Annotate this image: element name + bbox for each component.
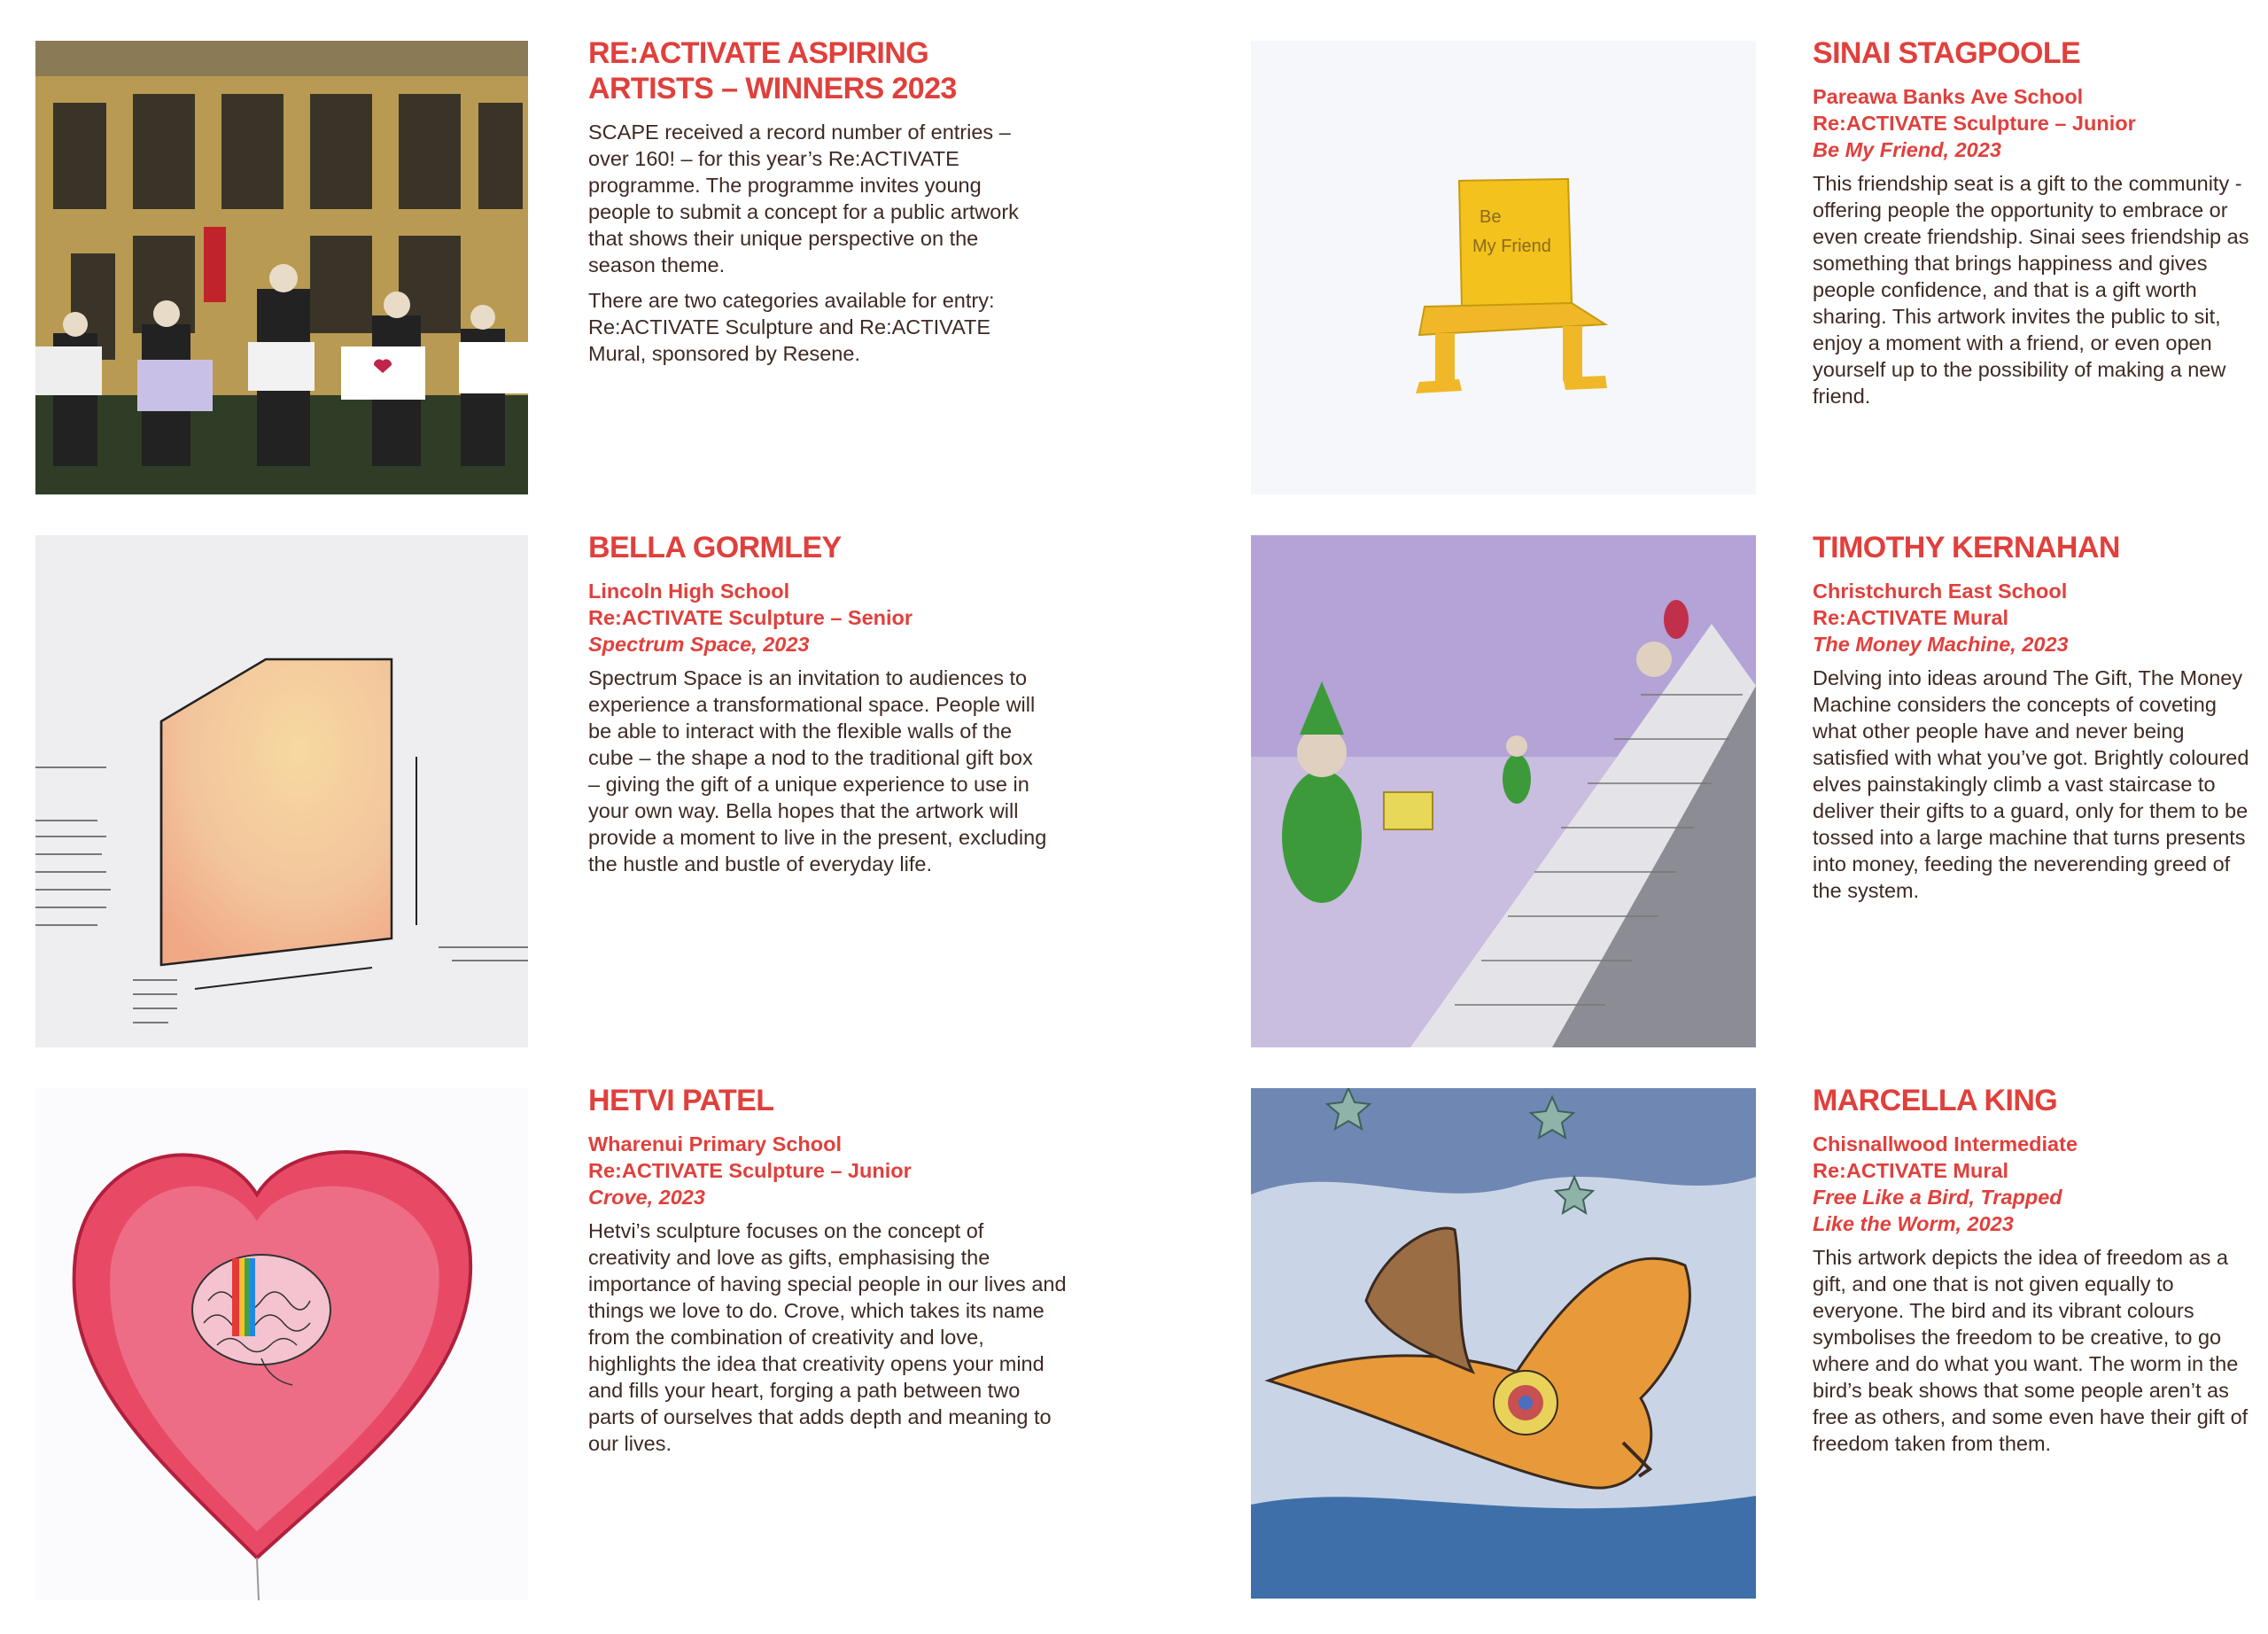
artwork-title: The Money Machine, 2023: [1813, 633, 2069, 656]
artwork-title: Spectrum Space, 2023: [588, 633, 810, 656]
winner-category: Re:ACTIVATE Mural: [1813, 1159, 2009, 1182]
intro-title: RE:ACTIVATE ASPIRING ARTISTS – WINNERS 2023: [588, 36, 957, 105]
winner-card-timothy: [1813, 530, 2256, 904]
intro-paragraph: SCAPE received a record number of entries – over 160! – for this year’s Re:ACTIVATE programme. The programme invites young people to submit a concept for a public artwork that shows their unique perspective on the season theme.: [588, 121, 1019, 276]
winners-group-photo: [35, 41, 528, 494]
winner-description: Delving into ideas around The Gift, The Money Machine considers the concepts of coveting what other people have and never being satisfied with what you’ve got. Brightly coloured elves painstakingly climb a vast staircase to deliver their gifts to a guard, only for them to be tossed into a large machine that turns presents into money, feeding the neverending greed of the system.: [1813, 666, 2249, 902]
winner-card-hetvi: [588, 1083, 1067, 1457]
winner-description: This artwork depicts the idea of freedom as a gift, and one that is not given equally to everyone. The bird and its vibrant colours symbolises the freedom to be creative, to go where and do what you want. The worm in the bird’s beak shows that some people aren’t as free as others, and some even have their gift of freedom taken from them.: [1813, 1246, 2249, 1455]
intro-body: [588, 119, 1049, 367]
winner-category: Re:ACTIVATE Sculpture – Junior: [1813, 112, 2136, 135]
artwork-title: Free Like a Bird, Trapped Like the Worm, 2023: [1813, 1186, 2062, 1235]
winner-name: BELLA GORMLEY: [588, 531, 842, 564]
svg-text:My Friend: My Friend: [1472, 237, 1551, 256]
winner-category: Re:ACTIVATE Sculpture – Junior: [588, 1159, 912, 1182]
artwork-free-like-a-bird: [1251, 1088, 1756, 1599]
winner-name: HETVI PATEL: [588, 1084, 774, 1117]
intro-section: [588, 35, 1049, 376]
winner-card-sinai: [1813, 35, 2256, 409]
winner-description: Spectrum Space is an invitation to audiences to experience a transformational space. People will be able to interact with the flexible walls of the cube – the shape a nod to the traditional gift box – giving the gift of a unique experience to use in your own way. Bella hopes that the artwork will provide a moment to live in the present, excluding the hustle and bustle of everyday life.: [588, 666, 1047, 875]
artwork-title: Crove, 2023: [588, 1186, 705, 1209]
artwork-title: Be My Friend, 2023: [1813, 138, 2001, 161]
intro-paragraph: There are two categories available for entry: Re:ACTIVATE Sculpture and Re:ACTIVATE Mural, sponsored by Resene.: [588, 289, 995, 365]
winner-category: Re:ACTIVATE Mural: [1813, 606, 2009, 629]
winner-description: This friendship seat is a gift to the community - offering people the opportunity to embrace or even create friendship. Sinai sees friendship as something that brings happiness and gives people confidence, and that is a gift worth sharing. This artwork invites the public to sit, enjoy a moment with a friend, or even open yourself up to the possibility of making a new friend.: [1813, 172, 2249, 408]
svg-text:Be: Be: [1480, 207, 1502, 227]
winner-name: SINAI STAGPOOLE: [1813, 36, 2081, 70]
winner-school: Pareawa Banks Ave School: [1813, 85, 2084, 108]
artwork-crove: [35, 1088, 528, 1600]
winner-card-marcella: [1813, 1083, 2256, 1457]
artwork-be-my-friend: [1251, 41, 1756, 494]
winner-name: TIMOTHY KERNAHAN: [1813, 531, 2120, 564]
winner-school: Lincoln High School: [588, 580, 790, 603]
winner-description: Hetvi’s sculpture focuses on the concept of creativity and love as gifts, emphasising the importance of having special people in our lives and things we love to do. Crove, which takes its name from the combination of creativity and love, highlights the idea that creativity opens your mind and fills your heart, forging a path between two parts of ourselves that adds depth and meaning to our lives.: [588, 1219, 1067, 1455]
winner-name: MARCELLA KING: [1813, 1084, 2058, 1117]
winner-category: Re:ACTIVATE Sculpture – Senior: [588, 606, 913, 629]
winner-school: Christchurch East School: [1813, 580, 2068, 603]
winner-card-bella: [588, 530, 1049, 877]
winner-school: Wharenui Primary School: [588, 1132, 842, 1155]
winner-school: Chisnallwood Intermediate: [1813, 1132, 2078, 1155]
artwork-spectrum-space: [35, 535, 528, 1047]
artwork-money-machine: [1251, 535, 1756, 1047]
